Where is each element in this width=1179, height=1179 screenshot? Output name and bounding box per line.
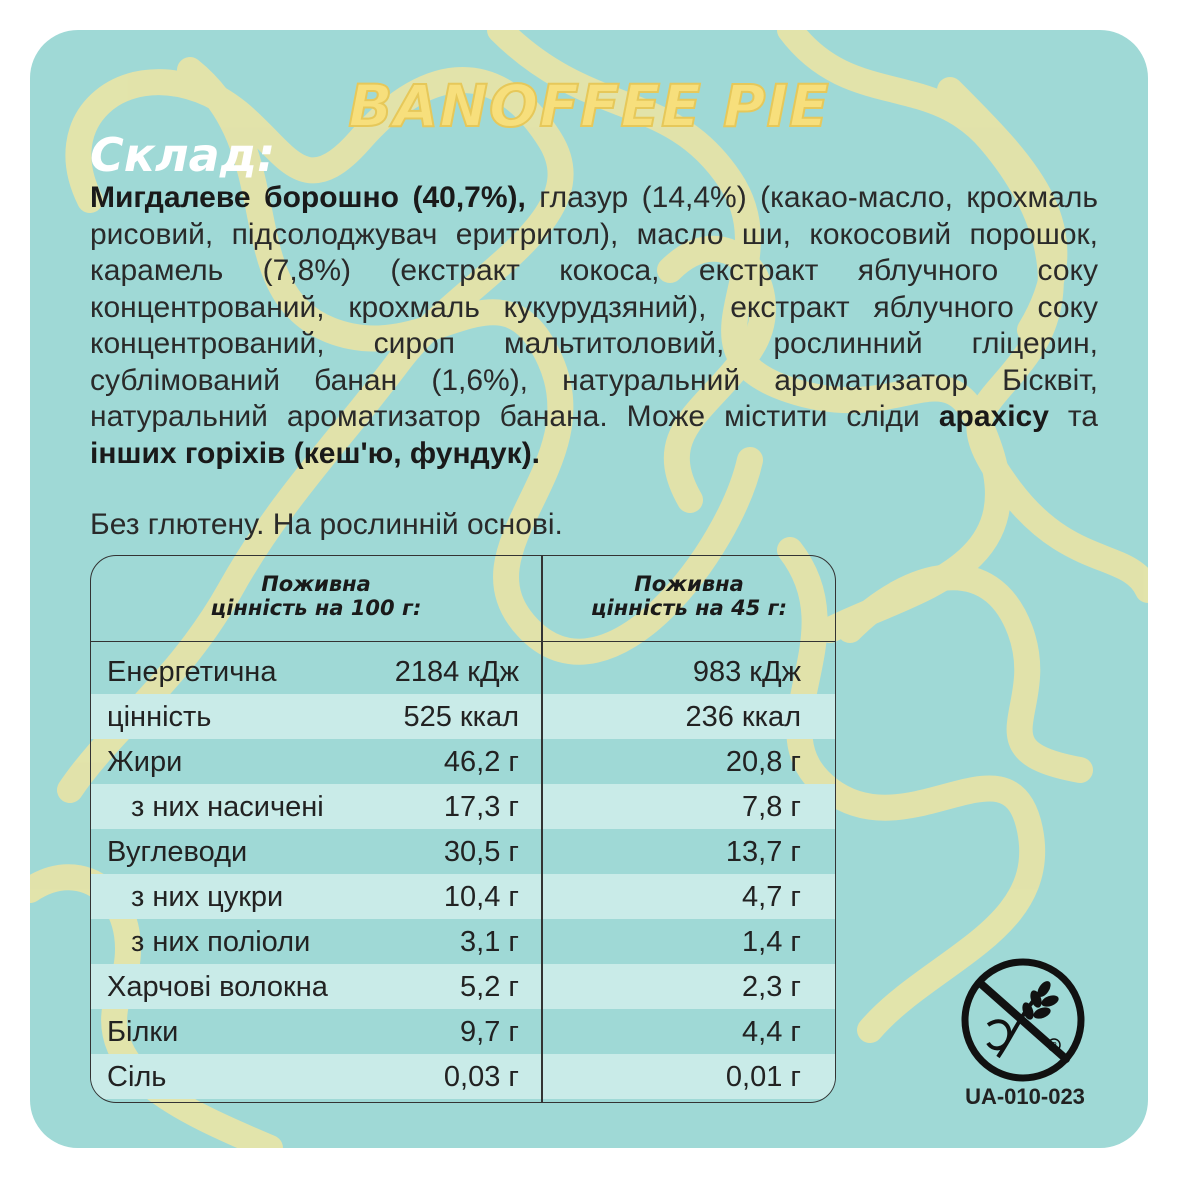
value-per-100g: 525 ккал: [403, 701, 519, 733]
gluten-free-code: UA-010-023: [965, 1084, 1085, 1109]
value-per-100g: 0,03 г: [443, 1061, 519, 1093]
value-per-100g: 46,2 г: [443, 746, 519, 778]
table-row: [91, 784, 835, 829]
value-per-45g: 1,4 г: [742, 926, 801, 958]
table-row: [91, 1054, 835, 1099]
value-per-45g: 236 ккал: [685, 701, 801, 733]
value-per-45g: 0,01 г: [725, 1061, 801, 1093]
value-per-100g: 30,5 г: [443, 836, 519, 868]
nutrient-label: Вуглеводи: [107, 836, 248, 868]
header-per-45g-line1: Поживна: [634, 572, 744, 596]
table-row: [91, 1009, 835, 1054]
table-row: [91, 649, 835, 694]
table-row: [91, 739, 835, 784]
nutrient-label: Сіль: [107, 1061, 167, 1093]
value-per-100g: 5,2 г: [460, 971, 519, 1003]
product-card: [30, 30, 1148, 1148]
nutrient-label: Жири: [107, 746, 183, 778]
value-per-45g: 4,4 г: [742, 1016, 801, 1048]
value-per-45g: 7,8 г: [742, 791, 801, 823]
composition-heading: Склад:: [90, 128, 276, 182]
table-row: [91, 874, 835, 919]
value-per-45g: 13,7 г: [725, 836, 801, 868]
composition-text-2: глазур (14,4%) (какао-масло, крохмаль рисовий, підсолоджувач еритритол), масло ши, кокосовий порошок, карамель (7,8%) (екстракт кокоса, екстракт яблучного соку концентрований, крохмаль кукурудзяний), екстракт яблучного соку концентрований, сироп мальтитоловий, рослинний гліцерин, сублімований банан (1,6%), натуральний ароматизатор Бісквіт, натуральний ароматизатор банана. Може містити сліди: [90, 181, 1098, 433]
nutrition-table: [90, 555, 836, 1103]
value-per-45g: 983 кДж: [692, 656, 801, 688]
gluten-free-icon: [958, 955, 1088, 1085]
value-per-45g: 2,3 г: [742, 971, 801, 1003]
header-per-100g-line2: цінність на 100 г:: [210, 596, 422, 620]
value-per-45g: 4,7 г: [742, 881, 801, 913]
composition-bold-1: Мигдалеве борошно (40,7%),: [90, 181, 526, 214]
nutrient-label: з них насичені: [131, 791, 324, 823]
nutrition-table-header: [91, 556, 835, 642]
value-per-100g: 17,3 г: [443, 791, 519, 823]
composition-bold-5: інших горіхів (кеш'ю, фундук).: [90, 436, 541, 470]
value-per-45g: 20,8 г: [725, 746, 801, 778]
gluten-note: Без глютену. На рослинній основі.: [90, 508, 563, 541]
value-per-100g: 2184 кДж: [394, 656, 519, 688]
column-divider: [541, 556, 543, 1102]
table-row: [91, 694, 835, 739]
value-per-100g: 3,1 г: [460, 926, 519, 958]
nutrient-label: Енергетична: [107, 656, 277, 688]
header-per-45g-line2: цінність на 45 г:: [590, 596, 788, 620]
product-title: BANOFFEE PIE: [348, 72, 830, 140]
nutrient-label: цінність: [107, 701, 212, 733]
nutrient-label: з них поліоли: [131, 926, 311, 958]
svg-text:R: R: [1051, 1041, 1057, 1050]
nutrient-label: з них цукри: [131, 881, 284, 913]
value-per-100g: 9,7 г: [460, 1016, 519, 1048]
header-per-100g-line1: Поживна: [261, 572, 371, 596]
composition-text-4: та: [1048, 400, 1098, 433]
table-row: [91, 829, 835, 874]
table-row: [91, 964, 835, 1009]
composition-text: [90, 180, 1098, 472]
header-per-45g: [543, 572, 835, 620]
header-per-100g: [91, 572, 541, 620]
nutrient-label: Білки: [107, 1016, 179, 1048]
nutrient-label: Харчові волокна: [107, 971, 328, 1003]
composition-bold-3: арахісу: [938, 400, 1049, 433]
value-per-100g: 10,4 г: [443, 881, 519, 913]
table-row: [91, 919, 835, 964]
